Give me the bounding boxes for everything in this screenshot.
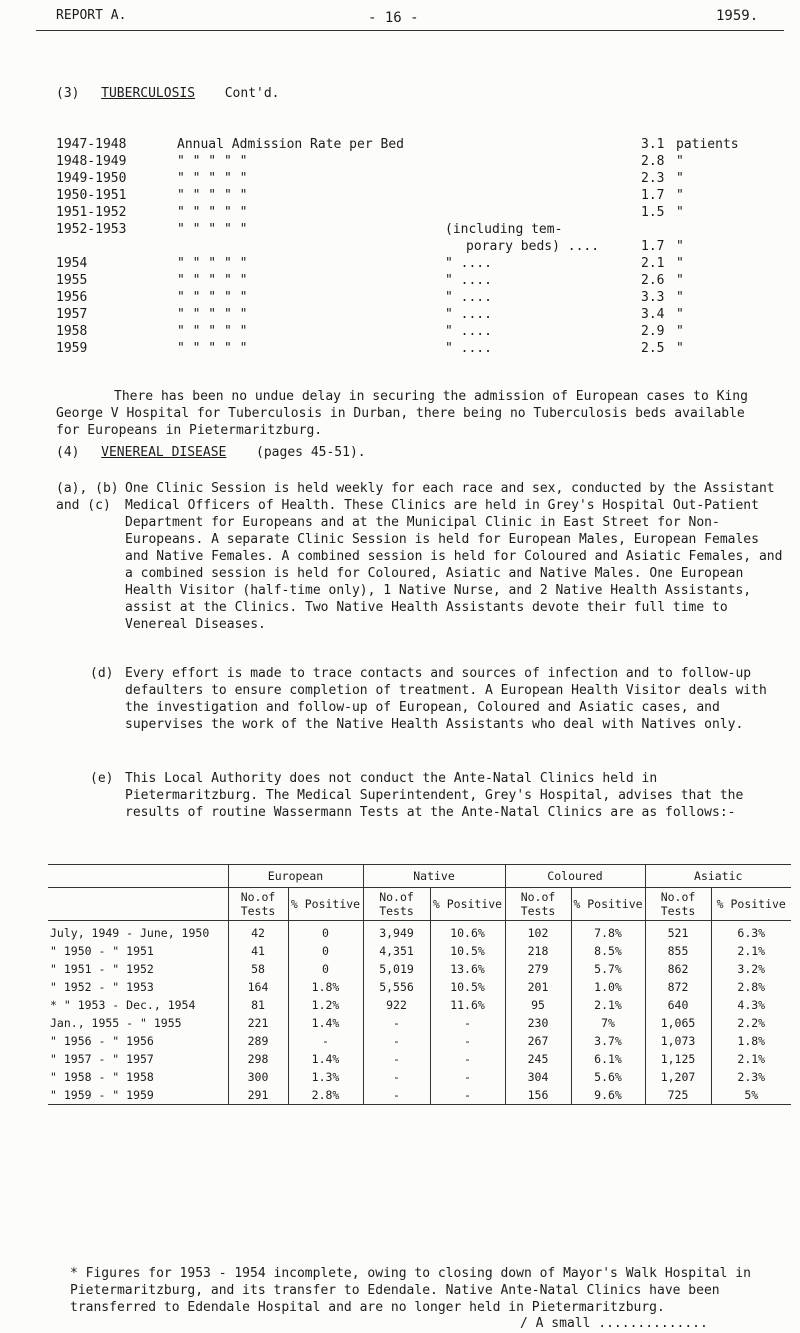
period-cell: July, 1949 - June, 1950	[50, 926, 210, 940]
tests-cell: 289	[228, 1032, 288, 1050]
admission-unit: "	[676, 273, 684, 288]
period-cell: Jan., 1955 - " 1955	[50, 1016, 182, 1030]
admission-unit: "	[676, 324, 684, 339]
section-3-heading	[56, 86, 280, 101]
page-number: - 16 -	[368, 10, 419, 26]
admission-rate: 3.4	[641, 307, 665, 322]
positive-cell: 1.8%	[711, 1032, 791, 1050]
tests-cell: 95	[505, 996, 571, 1014]
subheader-tests: No.of Tests	[505, 888, 571, 921]
tb-paragraph: There has been no undue delay in securing the admission of European cases to King George V Hospital for Tuberculosis in Durban, there being no Tuberculosis beds available for Europeans in Pietermaritzburg.	[56, 389, 748, 438]
tests-cell: 1,065	[645, 1014, 711, 1032]
admission-label: Annual Admission Rate per Bed	[177, 137, 404, 152]
positive-cell: 13.6%	[430, 960, 505, 978]
admission-unit: "	[676, 188, 684, 203]
positive-cell: 1.4%	[288, 1014, 363, 1032]
positive-cell: 7%	[571, 1014, 645, 1032]
admission-label: " " " " "	[177, 205, 248, 220]
tests-cell: 245	[505, 1050, 571, 1068]
tests-cell: 872	[645, 978, 711, 996]
positive-cell: 1.0%	[571, 978, 645, 996]
admission-rate-row	[56, 290, 796, 307]
tests-cell: 42	[228, 921, 288, 943]
positive-cell: 7.8%	[571, 921, 645, 943]
para-d-text: Every effort is made to trace contacts and sources of infection and to follow-up defaulters to ensure completion of treatment. A European Health Visitor deals with the investigation and follow-up of European, Coloured and Asiatic cases, and supervises the work of the Native Health Assistants who deal with Natives only.	[125, 666, 767, 732]
admission-unit: "	[676, 239, 684, 254]
tests-cell: 298	[228, 1050, 288, 1068]
admission-period: 1948-1949	[56, 154, 127, 169]
admission-note: (including tem-	[445, 222, 563, 237]
positive-cell: 2.1%	[711, 1050, 791, 1068]
section-4-pages: (pages 45-51).	[256, 445, 366, 460]
section-3-title: TUBERCULOSIS	[101, 86, 196, 101]
tests-cell: 922	[363, 996, 430, 1014]
group-header-european: European	[228, 865, 363, 888]
tests-cell: 5,556	[363, 978, 430, 996]
admission-unit: "	[676, 256, 684, 271]
tests-cell: 156	[505, 1086, 571, 1105]
admission-label: " " " " "	[177, 256, 248, 271]
positive-cell: 2.8%	[711, 978, 791, 996]
positive-cell: 10.5%	[430, 942, 505, 960]
admission-rate-row	[56, 205, 796, 222]
period-cell: " 1958 - " 1958	[50, 1070, 154, 1084]
admission-unit: "	[676, 341, 684, 356]
tests-cell: 640	[645, 996, 711, 1014]
period-cell: " 1950 - " 1951	[50, 944, 154, 958]
admission-rate: 1.7	[641, 239, 665, 254]
admission-rate: 1.5	[641, 205, 665, 220]
para-e-text: This Local Authority does not conduct the Ante-Natal Clinics held in Pietermaritzburg. The Medical Superintendent, Grey's Hospital, advises that the results of routine Wassermann Tests at the Ante-Natal Clinics are as follows:-	[125, 771, 744, 820]
tests-cell: 855	[645, 942, 711, 960]
period-cell: " 1952 - " 1953	[50, 980, 154, 994]
tests-cell: 3,949	[363, 921, 430, 943]
admission-period: 1949-1950	[56, 171, 127, 186]
tests-cell: 291	[228, 1086, 288, 1105]
section-4-number: (4)	[56, 445, 80, 460]
positive-cell: 0	[288, 960, 363, 978]
tests-cell: 1,125	[645, 1050, 711, 1068]
section-4-heading	[56, 445, 366, 460]
tests-cell: 221	[228, 1014, 288, 1032]
positive-cell: 5.7%	[571, 960, 645, 978]
admission-period: 1952-1953	[56, 222, 127, 237]
period-cell: " 1956 - " 1956	[50, 1034, 154, 1048]
para-abc-label: (a), (b) and (c)	[56, 481, 119, 513]
tests-cell: 725	[645, 1086, 711, 1105]
subheader-positive: % Positive	[711, 888, 791, 921]
tests-cell: -	[363, 1032, 430, 1050]
positive-cell: 1.3%	[288, 1068, 363, 1086]
admission-label: " " " " "	[177, 307, 248, 322]
positive-cell: 10.6%	[430, 921, 505, 943]
admission-period: 1959	[56, 341, 88, 356]
admission-label: " " " " "	[177, 188, 248, 203]
tests-cell: 300	[228, 1068, 288, 1086]
period-cell: " 1959 - " 1959	[48, 1086, 228, 1105]
tests-cell: 304	[505, 1068, 571, 1086]
subheader-tests: No.of Tests	[645, 888, 711, 921]
admission-note: " ....	[445, 324, 492, 339]
admission-note: " ....	[445, 341, 492, 356]
group-header-coloured: Coloured	[505, 865, 645, 888]
admission-rate: 2.3	[641, 171, 665, 186]
admission-label: " " " " "	[177, 171, 248, 186]
admission-period: 1950-1951	[56, 188, 127, 203]
tests-cell: 230	[505, 1014, 571, 1032]
positive-cell: 2.8%	[288, 1086, 363, 1105]
footnote: * Figures for 1953 - 1954 incomplete, owing to closing down of Mayor's Walk Hospital in Pietermaritzburg, and its transfer to Edendale. Native Ante-Natal Clinics have been transferred to Edendale Hospital and are no longer held in Pietermaritzburg.	[70, 1266, 751, 1315]
admission-label: " " " " "	[177, 154, 248, 169]
table-row	[48, 1068, 791, 1086]
positive-cell: -	[288, 1032, 363, 1050]
table-row	[48, 1032, 791, 1050]
admission-period: 1957	[56, 307, 88, 322]
positive-cell: 6.3%	[711, 921, 791, 943]
positive-cell: -	[430, 1068, 505, 1086]
tests-cell: 1,073	[645, 1032, 711, 1050]
para-abc-text: One Clinic Session is held weekly for each race and sex, conducted by the Assistant Medical Officers of Health. These Clinics are held in Grey's Hospital Out-Patient Department for Europeans and at the Municipal Clinic in East Street for Non-Europeans. A separate Clinic Session is held for European Males, European Females and Native Females. A combined session is held for Coloured and Asiatic Females, and a combined session is held for Coloured, Asiatic and Native Males. One European Health Visitor (half-time only), 1 Native Nurse, and 2 Native Health Assistants, assist at the Clinics. Two Native Health Assistants devote their full time to Venereal Diseases.	[125, 481, 783, 632]
positive-cell: -	[430, 1086, 505, 1105]
table-row	[48, 978, 791, 996]
subheader-positive: % Positive	[571, 888, 645, 921]
admission-label: " " " " "	[177, 341, 248, 356]
wassermann-table	[48, 864, 791, 1105]
report-year: 1959.	[716, 8, 759, 24]
section-4-title: VENEREAL DISEASE	[101, 445, 227, 460]
admission-rate-row	[56, 171, 796, 188]
period-cell: " 1951 - " 1952	[50, 962, 154, 976]
positive-cell: 0	[288, 921, 363, 943]
positive-cell: 1.2%	[288, 996, 363, 1014]
corner-cell	[48, 888, 228, 921]
admission-unit: "	[676, 205, 684, 220]
positive-cell: 2.1%	[711, 942, 791, 960]
table-body	[48, 921, 791, 1105]
corner-cell	[48, 865, 228, 888]
tests-cell: 4,351	[363, 942, 430, 960]
admission-period: 1956	[56, 290, 88, 305]
admission-rate-row	[56, 307, 796, 324]
tests-cell: 81	[228, 996, 288, 1014]
admission-note: " ....	[445, 307, 492, 322]
table-row	[48, 1086, 791, 1105]
admission-rate-row	[56, 239, 796, 256]
table-row	[48, 960, 791, 978]
admission-rate: 3.3	[641, 290, 665, 305]
admission-period: 1951-1952	[56, 205, 127, 220]
admission-rate-row	[56, 222, 796, 239]
positive-cell: -	[430, 1050, 505, 1068]
para-e-label: (e)	[90, 771, 114, 786]
tests-cell: 521	[645, 921, 711, 943]
positive-cell: 3.7%	[571, 1032, 645, 1050]
admission-unit: "	[676, 307, 684, 322]
admission-rate-row	[56, 273, 796, 290]
table-subheader-row	[48, 888, 791, 921]
admission-note: " ....	[445, 290, 492, 305]
positive-cell: 4.3%	[711, 996, 791, 1014]
admission-rate: 2.9	[641, 324, 665, 339]
admission-rate: 2.8	[641, 154, 665, 169]
group-header-asiatic: Asiatic	[645, 865, 791, 888]
admission-label: " " " " "	[177, 222, 248, 237]
positive-cell: 2.1%	[571, 996, 645, 1014]
admission-note: " ....	[445, 273, 492, 288]
table-row	[48, 1014, 791, 1032]
admission-unit: patients	[676, 137, 739, 152]
section-3-number: (3)	[56, 86, 80, 101]
header-rule	[36, 30, 784, 31]
positive-cell: 1.4%	[288, 1050, 363, 1068]
positive-cell: -	[430, 1032, 505, 1050]
subheader-tests: No.of Tests	[363, 888, 430, 921]
admission-unit: "	[676, 171, 684, 186]
admission-label: " " " " "	[177, 290, 248, 305]
positive-cell: 9.6%	[571, 1086, 645, 1105]
positive-cell: 2.2%	[711, 1014, 791, 1032]
subheader-positive: % Positive	[430, 888, 505, 921]
admission-rate: 1.7	[641, 188, 665, 203]
group-header-native: Native	[363, 865, 505, 888]
period-cell: " 1957 - " 1957	[50, 1052, 154, 1066]
positive-cell: 5%	[711, 1086, 791, 1105]
table-row	[48, 921, 791, 943]
para-d-label: (d)	[90, 666, 114, 681]
continuation-text: / A small ..............	[520, 1316, 708, 1331]
tests-cell: 201	[505, 978, 571, 996]
subheader-tests: No.of Tests	[228, 888, 288, 921]
tests-cell: 1,207	[645, 1068, 711, 1086]
admission-rate-list	[56, 137, 796, 358]
tests-cell: 5,019	[363, 960, 430, 978]
admission-label: " " " " "	[177, 273, 248, 288]
tests-cell: 102	[505, 921, 571, 943]
positive-cell: -	[430, 1014, 505, 1032]
section-3-suffix: Cont'd.	[224, 86, 280, 101]
tests-cell: 279	[505, 960, 571, 978]
positive-cell: 6.1%	[571, 1050, 645, 1068]
admission-rate: 2.6	[641, 273, 665, 288]
admission-period: 1954	[56, 256, 88, 271]
positive-cell: 3.2%	[711, 960, 791, 978]
positive-cell: 8.5%	[571, 942, 645, 960]
tests-cell: 58	[228, 960, 288, 978]
table-row	[48, 1050, 791, 1068]
period-cell: * " 1953 - Dec., 1954	[50, 998, 196, 1012]
admission-rate-row	[56, 341, 796, 358]
admission-rate-row	[56, 324, 796, 341]
positive-cell: 2.3%	[711, 1068, 791, 1086]
report-label: REPORT A.	[56, 8, 127, 23]
admission-rate-row	[56, 137, 796, 154]
tests-cell: -	[363, 1086, 430, 1105]
tests-cell: -	[363, 1050, 430, 1068]
tests-cell: 164	[228, 978, 288, 996]
admission-label: " " " " "	[177, 324, 248, 339]
admission-unit: "	[676, 154, 684, 169]
admission-rate-row	[56, 154, 796, 171]
tests-cell: -	[363, 1014, 430, 1032]
positive-cell: 1.8%	[288, 978, 363, 996]
tests-cell: 267	[505, 1032, 571, 1050]
tests-cell: 41	[228, 942, 288, 960]
admission-period: 1958	[56, 324, 88, 339]
admission-rate: 2.1	[641, 256, 665, 271]
positive-cell: 5.6%	[571, 1068, 645, 1086]
admission-period: 1947-1948	[56, 137, 127, 152]
admission-note: " ....	[445, 256, 492, 271]
positive-cell: 10.5%	[430, 978, 505, 996]
tests-cell: 862	[645, 960, 711, 978]
admission-rate: 3.1	[641, 137, 665, 152]
table-row	[48, 942, 791, 960]
positive-cell: 0	[288, 942, 363, 960]
admission-note: porary beds) ....	[466, 239, 600, 254]
admission-rate-row	[56, 256, 796, 273]
admission-rate-row	[56, 188, 796, 205]
subheader-positive: % Positive	[288, 888, 363, 921]
admission-unit: "	[676, 290, 684, 305]
tests-cell: -	[363, 1068, 430, 1086]
admission-rate: 2.5	[641, 341, 665, 356]
positive-cell: 11.6%	[430, 996, 505, 1014]
tests-cell: 218	[505, 942, 571, 960]
table-row	[48, 996, 791, 1014]
admission-period: 1955	[56, 273, 88, 288]
